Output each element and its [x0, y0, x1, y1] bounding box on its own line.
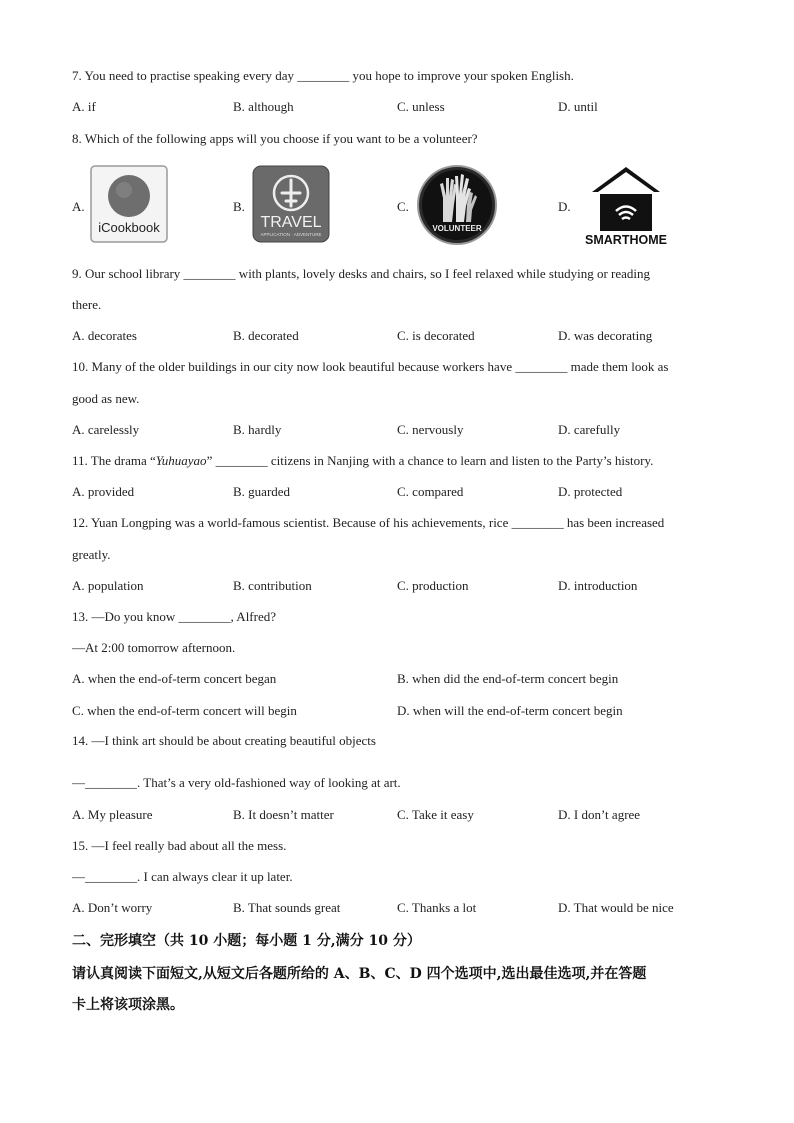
section-instruction-line1: 请认真阅读下面短文,从短文后各题所给的 A、B、C、D 四个选项中,选出最佳选项,并在答题 — [72, 966, 647, 982]
question-7-stem: 7. You need to practise speaking every day ________ you hope to improve your spoken English. — [72, 68, 574, 83]
q9-option-c: C. is decorated — [397, 328, 475, 343]
q15-option-a: A. Don’t worry — [72, 900, 153, 915]
question-14-stem-line1: 14. —I think art should be about creating beautiful objects — [72, 733, 376, 748]
q14-option-a: A. My pleasure — [72, 807, 153, 822]
q9-option-a: A. decorates — [72, 328, 137, 343]
icookbook-app-logo — [90, 165, 168, 243]
q10-option-b: B. hardly — [233, 422, 282, 437]
question-10-stem-line2: good as new. — [72, 391, 140, 406]
q8-option-a: A. — [72, 199, 85, 214]
question-13-stem-line2: —At 2:00 tomorrow afternoon. — [72, 640, 236, 655]
section-title: 二、完形填空（共 10 小题；每小题 1 分,满分 10 分） — [72, 933, 421, 949]
question-15-stem-line2: —________. I can always clear it up later. — [72, 869, 293, 884]
question-12-stem-line1: 12. Yuan Longping was a world-famous scientist. Because of his achievements, rice ________ has been increased — [72, 515, 665, 530]
q14-option-b: B. It doesn’t matter — [233, 807, 334, 822]
q12-option-d: D. introduction — [558, 578, 638, 593]
q7-option-d: D. until — [558, 99, 598, 114]
q15-option-d: D. That would be nice — [558, 900, 674, 915]
volunteer-app-logo — [416, 164, 498, 246]
q15-option-c: C. Thanks a lot — [397, 900, 477, 915]
question-9-stem-line2: there. — [72, 297, 102, 312]
q13-option-c: C. when the end-of-term concert will begin — [72, 703, 297, 718]
q7-option-b: B. although — [233, 99, 294, 114]
question-13-stem-line1: 13. —Do you know ________, Alfred? — [72, 609, 277, 624]
q12-option-b: B. contribution — [233, 578, 312, 593]
q11-option-d: D. protected — [558, 484, 623, 499]
svg-text:VOLUNTEER: VOLUNTEER — [432, 224, 482, 233]
question-9-stem-line1: 9. Our school library ________ with plants, lovely desks and chairs, so I feel relaxed while studying or reading — [72, 266, 651, 281]
q9-option-b: B. decorated — [233, 328, 299, 343]
q11-option-b: B. guarded — [233, 484, 291, 499]
q7-option-c: C. unless — [397, 99, 445, 114]
smarthome-app-logo — [585, 164, 667, 248]
q8-option-b: B. — [233, 199, 245, 214]
q8-option-d: D. — [558, 199, 571, 214]
q13-option-d: D. when will the end-of-term concert begin — [397, 703, 623, 718]
question-11-stem — [72, 453, 653, 469]
question-8-stem: 8. Which of the following apps will you choose if you want to be a volunteer? — [72, 131, 478, 146]
q15-option-b: B. That sounds great — [233, 900, 341, 915]
q11-stem-post: ” ________ citizens in Nanjing with a chance to learn and listen to the Party’s history. — [206, 453, 654, 468]
svg-text:SMARTHOME: SMARTHOME — [585, 233, 667, 247]
q10-option-c: C. nervously — [397, 422, 464, 437]
q9-option-d: D. was decorating — [558, 328, 653, 343]
travel-app-logo — [252, 165, 330, 243]
q13-option-b: B. when did the end-of-term concert begin — [397, 671, 619, 686]
question-10-stem-line1: 10. Many of the older buildings in our city now look beautiful because workers have ________ made them look as — [72, 359, 669, 374]
q12-option-c: C. production — [397, 578, 469, 593]
q12-option-a: A. population — [72, 578, 144, 593]
q10-option-a: A. carelessly — [72, 422, 140, 437]
q7-option-a: A. if — [72, 99, 96, 114]
q14-option-d: D. I don’t agree — [558, 807, 641, 822]
q13-option-a: A. when the end-of-term concert began — [72, 671, 277, 686]
svg-text:APPLICATION · ADVENTURE: APPLICATION · ADVENTURE — [260, 232, 322, 237]
q11-option-a: A. provided — [72, 484, 135, 499]
svg-text:TRAVEL: TRAVEL — [260, 214, 322, 231]
question-15-stem-line1: 15. —I feel really bad about all the mess. — [72, 838, 287, 853]
q11-drama-title: Yuhuayao — [155, 453, 207, 468]
q14-option-c: C. Take it easy — [397, 807, 474, 822]
question-12-stem-line2: greatly. — [72, 547, 111, 562]
section-instruction-line2: 卡上将该项涂黑。 — [72, 997, 184, 1013]
q11-stem-pre: 11. The drama “ — [72, 453, 156, 468]
q11-option-c: C. compared — [397, 484, 464, 499]
svg-text:iCookbook: iCookbook — [98, 220, 160, 235]
question-14-stem-line2: —________. That’s a very old-fashioned way of looking at art. — [72, 775, 401, 790]
q8-option-c: C. — [397, 199, 409, 214]
q10-option-d: D. carefully — [558, 422, 621, 437]
